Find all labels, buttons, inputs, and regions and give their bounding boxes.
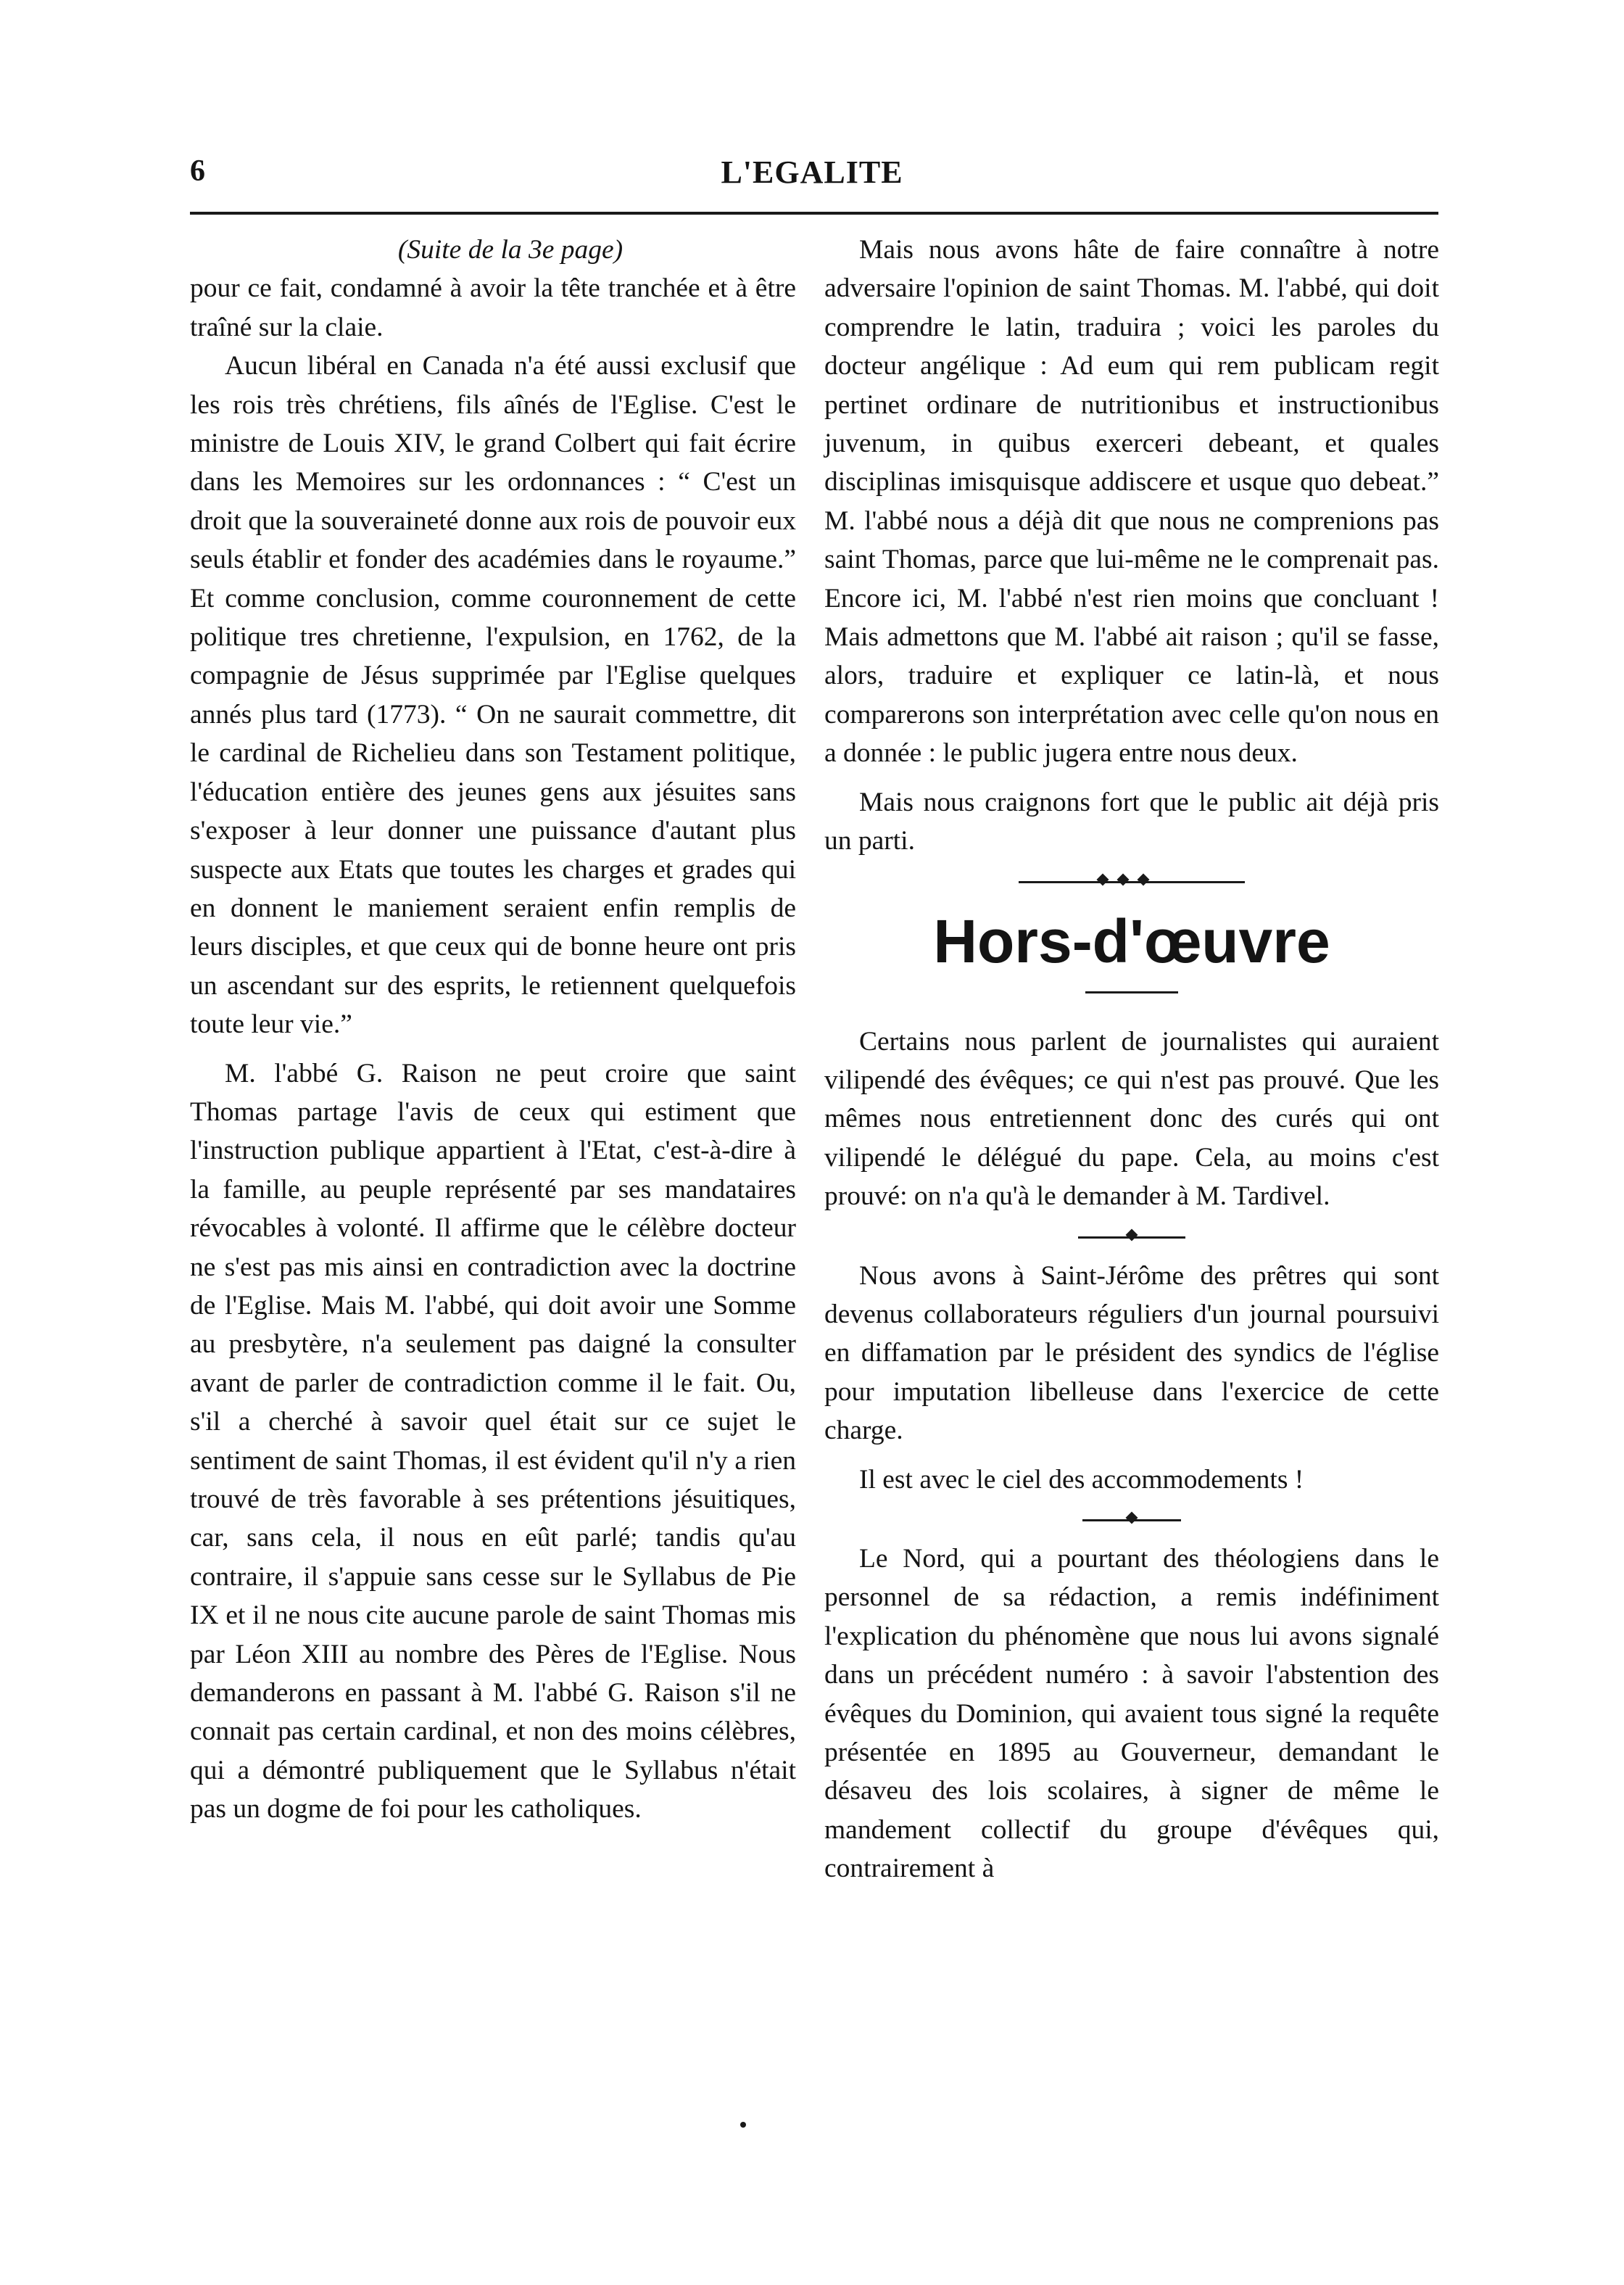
ornamental-rule xyxy=(824,869,1439,894)
article-paragraph: pour ce fait, condamné à avoir la tête tranchée et à être traîné sur la claie. xyxy=(190,273,796,342)
header-rule xyxy=(190,212,1438,215)
article-paragraph: Mais nous avons hâte de faire connaître à notre adversaire l'opinion de saint Thomas. M. l'abbé, qui doit comprendre le latin, traduira ; voici les paroles du docteur angélique : Ad eum qui rem publicam regit pertinet ordinare de nutritionibus et instructionibus juvenum, in quibus exerceri debeant, et quales disciplinas imisquisque addiscere et usque quo debeat.” M. l'abbé nous a déjà dit que nous ne comprenions pas saint Thomas, parce que lui-même ne le comprenait pas. Encore ici, M. l'abbé n'est rien moins que concluant ! Mais admettons que M. l'abbé ait raison ; qu'il se fasse, alors, traduire et expliquer ce latin-là, et nous comparerons son interprétation avec celle qu'on nous en a donnée : le public jugera entre nous deux. xyxy=(824,235,1439,769)
left-column xyxy=(190,231,796,1829)
news-item: Il est avec le ciel des accommodements ! xyxy=(859,1464,1304,1495)
section-heading: Hors-d'œuvre xyxy=(933,906,1330,975)
ornamental-rule xyxy=(824,1508,1439,1532)
journal-title: L'EGALITE xyxy=(721,154,903,190)
page-number: 6 xyxy=(190,154,205,188)
news-item: Le Nord, qui a pourtant des théologiens dans le personnel de sa rédaction, a remis indéfiniment l'explication du phénomène que nous lui avons signalé dans un précédent numéro : à savoir l'abstention des évêques du Dominion, qui avaient tous signé la requête présentée en 1895 au Gouverneur, demandant le désaveu des lois scolaires, à signer de même le mandement collectif du groupe d'évêques qui, contrairement à xyxy=(824,1543,1439,1884)
continuation-note: (Suite de la 3e page) xyxy=(397,235,624,265)
ornamental-rule xyxy=(824,1225,1439,1249)
article-paragraph: Aucun libéral en Canada n'a été aussi exclusif que les rois très chrétiens, fils aînés de l'Eglise. C'est le ministre de Louis XIV, le grand Colbert qui fait écrire dans les Memoires sur les ordonnances : “ C'est un droit que la souveraineté donne aux rois de pouvoir eux seuls établir et fonder des académies dans le royaume.” Et comme conclusion, comme couronnement de cette politique tres chretienne, l'expulsion, en 1762, de la compagnie de Jésus supprimée par l'Eglise quelques annés plus tard (1773). “ On ne saurait commettre, dit le cardinal de Richelieu dans son Testament politique, l'éducation entière des jeunes gens aux jésuites sans s'exposer à leur donner une puissance d'autant plus suspecte aux Etats que toutes les charges et grades qui en donnent le maniement seraient enfin remplis de leurs disciples, et que ceux qui de bonne heure ont pris un ascendant sur des esprits, le retiennent quelquefois toute leur vie.” xyxy=(190,351,796,1040)
news-item: Nous avons à Saint-Jérôme des prêtres qui sont devenus collaborateurs réguliers d'un journal poursuivi en diffamation par le président des syndics de l'église pour imputation libelleuse dans l'exercice de cette charge. xyxy=(824,1260,1439,1446)
news-item: Certains nous parlent de journalistes qui auraient vilipendé des évêques; ce qui n'est pas prouvé. Que les mêmes nous entretiennent donc des curés qui ont vilipendé le délégué du pape. Cela, au moins c'est prouvé: on n'a qu'à le demander à M. Tardivel. xyxy=(824,1026,1439,1212)
article-paragraph: Mais nous craignons fort que le public ait déjà pris un parti. xyxy=(824,787,1439,856)
heading-rule xyxy=(1085,991,1178,993)
right-column xyxy=(824,231,1439,1888)
article-paragraph: M. l'abbé G. Raison ne peut croire que saint Thomas partage l'avis de ceux qui estiment que l'instruction publique appartient à l'Etat, c'est-à-dire à la famille, au peuple représenté par ses mandataires révocables à volonté. Il affirme que le célèbre docteur ne s'est pas mis ainsi en contradiction avec la doctrine de l'Eglise. Mais M. l'abbé, qui doit avoir une Somme au presbytère, n'a seulement pas daigné la consulter avant de parler de contradiction comme il le fait. Ou, s'il a cherché à savoir quel était sur ce sujet le sentiment de saint Thomas, il est évident qu'il n'y a rien trouvé de très favorable à ses prétentions jésuitiques, car, sans cela, il nous en eût parlé; tandis qu'au contraire, il s'appuie sans cesse sur le Syllabus de Pie IX et il ne nous cite aucune parole de saint Thomas mis par Léon XIII au nombre des Pères de l'Eglise. Nous demanderons en passant à M. l'abbé G. Raison s'il ne connait pas certain cardinal, et non des moins célèbres, qui a démontré publiquement que le Syllabus n'était pas un dogme de foi pour les catholiques. xyxy=(190,1058,796,1825)
page-dot xyxy=(740,2122,746,2128)
